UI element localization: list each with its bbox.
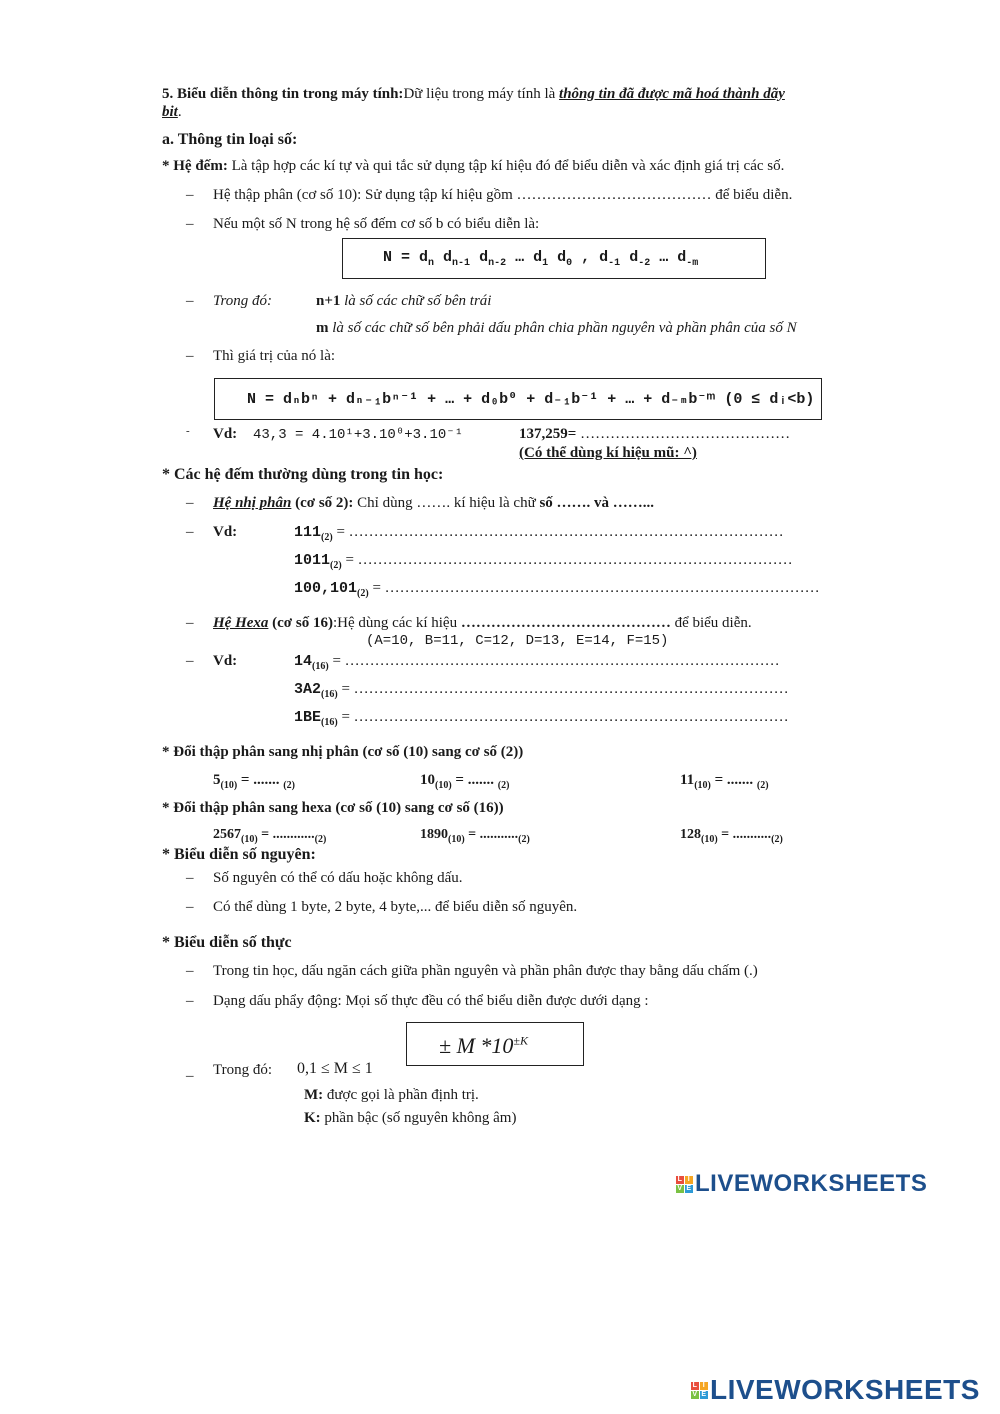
logo-text: LIVEWORKSHEETS [695,1170,928,1197]
liveworksheets-logo-1 [676,1170,927,1198]
formula-1: $N = d_n$ $d_{n-1}$ $d_{n-2}$ … $d_1$ $d_0$ , $d_{-1}$ $d_{-2}$ … $d_{-m}$ [383,249,699,269]
he-dem-definition [162,158,784,175]
reals-range: 0,1 ≤ M ≤ 1 [297,1060,373,1077]
dec2hex-item-2: $1890_{(10)} = ..........._{(2)}$ [420,827,530,845]
dash-8: – [186,615,194,631]
hexa-example-2: $3A2_{(16)}$ = …………………………………………………………………………… [294,681,789,700]
dash-14: _ [186,1063,194,1079]
float-formula: ± M $*10^{\pm K}$ [439,1033,528,1058]
dash-4: – [186,348,194,364]
integers-title: * Biểu diễn số nguyên: [162,846,316,863]
he-dem-text: Là tập hợp các kí tự và qui tắc sử dụng tập kí hiệu đó để biểu diễn và xác định giá trị các số. [231,158,785,174]
section5-emph: thông tin đã được mã hoá thành dãy [559,86,785,102]
dash-7: – [186,524,194,540]
section5-title: 5. Biểu diễn thông tin trong máy tính: [162,86,404,102]
thi-gia-tri: Thì giá trị của nó là: [213,348,336,364]
dec2hex-title: * Đổi thập phân sang hexa (cơ số (10) sang cơ số (16)) [162,800,504,816]
formula-box-1 [342,238,766,279]
dec2bin-title: * Đổi thập phân sang nhị phân (cơ số (10) sang cơ số (2)) [162,744,524,760]
section5-text: Dữ liệu trong máy tính là [403,86,560,102]
logo-grid-icon [676,1176,693,1193]
reals-trong-do: Trong đó: [213,1062,273,1078]
exponent-note: (Có thể dùng kí hiệu mũ: ^) [519,445,697,461]
dec2hex-item-3: $128_{(10)} = ..........._{(2)}$ [680,827,783,845]
float-formula-box [406,1022,584,1066]
he-dem-item2: Nếu một số N trong hệ số đếm cơ số b có biểu diễn là: [213,216,540,232]
formula-2: N = dₙbⁿ + dₙ₋₁bⁿ⁻¹ + … + d₀b⁰ + d₋₁b⁻¹ + … + d₋ₘb⁻ᵐ (0 ≤ dᵢ<b) [247,391,815,408]
hexa-example-3: $1BE_{(16)}$ = …………………………………………………………………………… [294,709,789,728]
hexa-example-1: $14_{(16)}$ = …………………………………………………………………………… [294,653,780,672]
dash-1: – [186,187,194,203]
vd-example-1: 43,3 = 4.10¹+3.10⁰+3.10⁻¹ [253,427,464,443]
hexa-note: (A=10, B=11, C=12, D=13, E=14, F=15) [366,633,669,649]
binary-line: Hệ nhị phân (cơ số 2): Chỉ dùng ……. kí hiệu là chữ số ……. và ……... [213,495,655,511]
logo-tile: I [700,1382,708,1390]
trong-do-label: Trong đó: [213,293,273,309]
dec2bin-item-1: $5_{(10)}$ = ....... $_{(2)}$ [213,772,295,791]
logo-grid-icon [691,1382,708,1399]
dash-3: – [186,293,194,309]
hexa-line: Hệ Hexa (cơ số 16):Hệ dùng các kí hiệu …………………………………… để biểu diễn. [213,615,752,631]
reals-title: * Biểu diễn số thực [162,934,292,951]
section5-heading-line2 [162,104,182,121]
reals-item-1: Trong tin học, dấu ngăn cách giữa phần nguyên và phần phân được thay bằng dấu chấm (.) [213,963,758,979]
dash-13: – [186,993,194,1009]
vd-label-3: Vd: [213,653,238,669]
logo-tile: L [692,1381,698,1389]
vd-label-1: Vd: [213,426,238,442]
he-dem-item1: Hệ thập phân (cơ số 10): Sử dụng tập kí hiệu gồm ………………………………… để biểu diễn. [213,187,793,203]
logo-tile: E [686,1184,692,1192]
logo-text: LIVEWORKSHEETS [710,1374,980,1405]
logo-tile: L [677,1175,683,1183]
section5-end: . [177,104,182,120]
logo-tile: V [677,1184,683,1192]
part-a-title: a. Thông tin loại số: [162,131,298,148]
formula-box-2 [214,378,822,420]
vd-example-2: 137,259= …………………………………… [519,426,791,442]
reals-m-line: M: được gọi là phần định trị. [304,1087,479,1103]
logo-tile: V [692,1390,698,1398]
binary-example-1: $111_{(2)}$ = …………………………………………………………………………… [294,524,784,543]
dash-11: – [186,899,194,915]
binary-example-2: $1011_{(2)}$ = …………………………………………………………………………… [294,552,793,571]
dash-10: – [186,870,194,886]
integers-item-2: Có thể dùng 1 byte, 2 byte, 4 byte,... để biểu diễn số nguyên. [213,899,578,915]
section5-emph2: bit [162,104,178,120]
section5-heading [162,86,785,103]
he-dem-label: * Hệ đếm: [162,158,228,174]
dash-6: – [186,495,194,511]
reals-item-2: Dạng dấu phẩy động: Mọi số thực đều có thể biểu diễn được dưới dạng : [213,993,649,1009]
logo-tile: E [701,1390,707,1398]
n-plus-line: n+1 là số các chữ số bên trái [316,293,492,309]
binary-example-3: $100,101_{(2)}$ = …………………………………………………………………………… [294,580,820,599]
dash-2: – [186,216,194,232]
m-line: m là số các chữ số bên phải dấu phân chia phần nguyên và phần phân của số N [316,320,797,336]
dec2bin-item-2: $10_{(10)}$ = ....... $_{(2)}$ [420,772,510,791]
common-systems-title: * Các hệ đếm thường dùng trong tin học: [162,466,444,483]
dash-5: - [186,425,190,437]
logo-tile: I [685,1176,693,1184]
liveworksheets-logo-2 [691,1374,980,1406]
dec2bin-item-3: $11_{(10)}$ = ....... $_{(2)}$ [680,772,769,791]
dec2hex-item-1: $2567_{(10)} = ............_{(2)}$ [213,827,327,845]
dash-12: – [186,963,194,979]
vd-label-2: Vd: [213,524,238,540]
integers-item-1: Số nguyên có thể có dấu hoặc không dấu. [213,870,463,886]
dash-9: – [186,653,194,669]
reals-k-line: K: phần bậc (số nguyên không âm) [304,1110,517,1126]
